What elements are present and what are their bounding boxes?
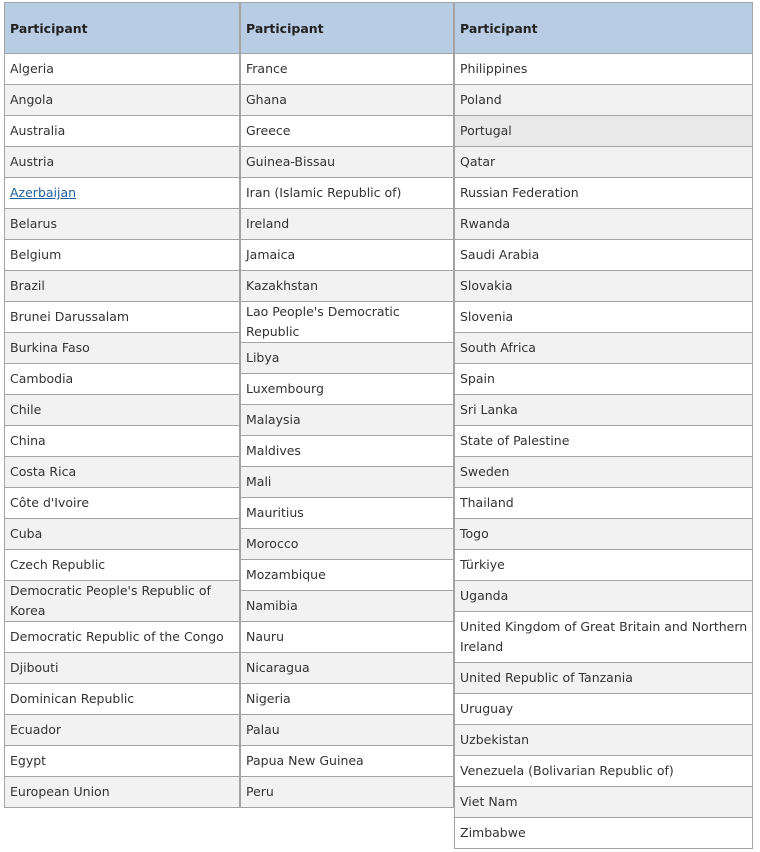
table-row bbox=[455, 364, 753, 395]
table-row bbox=[5, 271, 240, 302]
participant-cell: South Africa bbox=[455, 333, 753, 364]
table-row bbox=[241, 405, 454, 436]
participant-cell: Lao People's Democratic Republic bbox=[241, 302, 454, 343]
table-row bbox=[5, 715, 240, 746]
participant-cell: Iran (Islamic Republic of) bbox=[241, 178, 454, 209]
participant-cell: Sri Lanka bbox=[455, 395, 753, 426]
table-row bbox=[241, 622, 454, 653]
table-row bbox=[5, 364, 240, 395]
table-row bbox=[455, 426, 753, 457]
table-row bbox=[5, 178, 240, 209]
participant-cell: Brazil bbox=[5, 271, 240, 302]
table-row bbox=[5, 209, 240, 240]
participant-cell: Uganda bbox=[455, 581, 753, 612]
table-row bbox=[241, 591, 454, 622]
participant-cell: Dominican Republic bbox=[5, 684, 240, 715]
table-row bbox=[5, 395, 240, 426]
participant-cell: European Union bbox=[5, 777, 240, 808]
participant-cell bbox=[5, 178, 240, 209]
table-row bbox=[5, 85, 240, 116]
table-row bbox=[455, 333, 753, 364]
table-row bbox=[241, 777, 454, 808]
table-row bbox=[241, 684, 454, 715]
participant-cell: Venezuela (Bolivarian Republic of) bbox=[455, 756, 753, 787]
table-row bbox=[241, 147, 454, 178]
table-row bbox=[241, 467, 454, 498]
participant-cell: Portugal bbox=[455, 116, 753, 147]
table-row bbox=[5, 684, 240, 715]
participant-cell: Türkiye bbox=[455, 550, 753, 581]
table-row bbox=[5, 488, 240, 519]
participants-table-column-3 bbox=[454, 2, 753, 849]
table-row bbox=[455, 302, 753, 333]
table-row bbox=[5, 302, 240, 333]
table-row bbox=[5, 426, 240, 457]
participant-cell: Guinea-Bissau bbox=[241, 147, 454, 178]
participant-cell: Belgium bbox=[5, 240, 240, 271]
table-row bbox=[5, 581, 240, 622]
participant-cell: Spain bbox=[455, 364, 753, 395]
participant-cell: Slovenia bbox=[455, 302, 753, 333]
participant-cell: Papua New Guinea bbox=[241, 746, 454, 777]
participant-cell: Uruguay bbox=[455, 694, 753, 725]
table-row bbox=[5, 550, 240, 581]
table-row bbox=[241, 343, 454, 374]
participant-cell: Sweden bbox=[455, 457, 753, 488]
participant-cell: Ireland bbox=[241, 209, 454, 240]
table-row bbox=[5, 333, 240, 364]
table-row bbox=[241, 209, 454, 240]
table-row bbox=[5, 54, 240, 85]
participant-cell: France bbox=[241, 54, 454, 85]
participant-cell: Djibouti bbox=[5, 653, 240, 684]
participant-cell: Czech Republic bbox=[5, 550, 240, 581]
table-row bbox=[455, 519, 753, 550]
participant-cell: Namibia bbox=[241, 591, 454, 622]
table-row bbox=[455, 550, 753, 581]
participant-cell: Morocco bbox=[241, 529, 454, 560]
column-header: Participant bbox=[5, 3, 240, 54]
participant-cell: Slovakia bbox=[455, 271, 753, 302]
participant-cell: Brunei Darussalam bbox=[5, 302, 240, 333]
participant-cell: Nauru bbox=[241, 622, 454, 653]
table-row bbox=[5, 746, 240, 777]
table-row bbox=[455, 488, 753, 519]
participant-cell: Russian Federation bbox=[455, 178, 753, 209]
participant-cell: Kazakhstan bbox=[241, 271, 454, 302]
participant-cell: Palau bbox=[241, 715, 454, 746]
table-row bbox=[455, 209, 753, 240]
table-row bbox=[241, 746, 454, 777]
participant-cell: State of Palestine bbox=[455, 426, 753, 457]
participant-cell: Austria bbox=[5, 147, 240, 178]
table-row bbox=[5, 777, 240, 808]
participant-cell: Rwanda bbox=[455, 209, 753, 240]
table-row bbox=[5, 457, 240, 488]
participant-cell: United Kingdom of Great Britain and Northern Ireland bbox=[455, 612, 753, 663]
table-row bbox=[455, 612, 753, 663]
participant-cell: Cambodia bbox=[5, 364, 240, 395]
participant-cell: Togo bbox=[455, 519, 753, 550]
participant-cell: Democratic Republic of the Congo bbox=[5, 622, 240, 653]
table-row bbox=[241, 85, 454, 116]
participant-cell: Viet Nam bbox=[455, 787, 753, 818]
table-row bbox=[455, 818, 753, 849]
participant-cell: Costa Rica bbox=[5, 457, 240, 488]
table-row bbox=[5, 653, 240, 684]
table-row bbox=[455, 54, 753, 85]
table-row bbox=[241, 436, 454, 467]
participant-cell: Egypt bbox=[5, 746, 240, 777]
table-row bbox=[455, 756, 753, 787]
table-row bbox=[455, 116, 753, 147]
table-row bbox=[455, 694, 753, 725]
participant-cell: Mauritius bbox=[241, 498, 454, 529]
participant-cell: Peru bbox=[241, 777, 454, 808]
table-row bbox=[241, 54, 454, 85]
table-row bbox=[241, 653, 454, 684]
participant-cell: Ghana bbox=[241, 85, 454, 116]
table-row bbox=[241, 302, 454, 343]
table-row bbox=[241, 560, 454, 591]
table-row bbox=[455, 240, 753, 271]
table-row bbox=[455, 581, 753, 612]
table-row bbox=[5, 519, 240, 550]
table-row bbox=[455, 178, 753, 209]
table-row bbox=[241, 178, 454, 209]
participant-cell: Nicaragua bbox=[241, 653, 454, 684]
participant-cell: Philippines bbox=[455, 54, 753, 85]
table-row bbox=[241, 240, 454, 271]
participant-cell: Thailand bbox=[455, 488, 753, 519]
table-row bbox=[5, 147, 240, 178]
participant-cell: Angola bbox=[5, 85, 240, 116]
participant-cell: Mali bbox=[241, 467, 454, 498]
participant-cell: Burkina Faso bbox=[5, 333, 240, 364]
participant-cell: Australia bbox=[5, 116, 240, 147]
table-row bbox=[241, 271, 454, 302]
column-header: Participant bbox=[455, 3, 753, 54]
table-row bbox=[455, 457, 753, 488]
participant-cell: Algeria bbox=[5, 54, 240, 85]
participant-cell: Uzbekistan bbox=[455, 725, 753, 756]
table-row bbox=[455, 271, 753, 302]
participant-cell: Ecuador bbox=[5, 715, 240, 746]
participants-table-column-2 bbox=[240, 2, 454, 808]
table-row bbox=[455, 787, 753, 818]
participant-link[interactable]: Azerbaijan bbox=[10, 185, 77, 200]
participant-cell: Mozambique bbox=[241, 560, 454, 591]
table-row bbox=[5, 116, 240, 147]
participant-cell: Qatar bbox=[455, 147, 753, 178]
table-row bbox=[241, 116, 454, 147]
participant-cell: Jamaica bbox=[241, 240, 454, 271]
table-row bbox=[241, 529, 454, 560]
participant-cell: Maldives bbox=[241, 436, 454, 467]
participant-cell: Greece bbox=[241, 116, 454, 147]
participant-cell: China bbox=[5, 426, 240, 457]
participants-table-column-1 bbox=[4, 2, 240, 808]
table-row bbox=[5, 240, 240, 271]
participant-cell: Saudi Arabia bbox=[455, 240, 753, 271]
table-row bbox=[241, 374, 454, 405]
participant-cell: United Republic of Tanzania bbox=[455, 663, 753, 694]
participant-cell: Chile bbox=[5, 395, 240, 426]
table-row bbox=[455, 147, 753, 178]
table-row bbox=[455, 725, 753, 756]
table-row bbox=[5, 622, 240, 653]
participant-cell: Cuba bbox=[5, 519, 240, 550]
participant-cell: Nigeria bbox=[241, 684, 454, 715]
table-row bbox=[241, 498, 454, 529]
participant-cell: Democratic People's Republic of Korea bbox=[5, 581, 240, 622]
participant-cell: Zimbabwe bbox=[455, 818, 753, 849]
table-row bbox=[455, 85, 753, 116]
table-row bbox=[455, 663, 753, 694]
table-row bbox=[455, 395, 753, 426]
participant-cell: Poland bbox=[455, 85, 753, 116]
table-row bbox=[241, 715, 454, 746]
column-header: Participant bbox=[241, 3, 454, 54]
participant-cell: Belarus bbox=[5, 209, 240, 240]
participant-cell: Luxembourg bbox=[241, 374, 454, 405]
participant-cell: Libya bbox=[241, 343, 454, 374]
participant-cell: Côte d'Ivoire bbox=[5, 488, 240, 519]
participant-cell: Malaysia bbox=[241, 405, 454, 436]
